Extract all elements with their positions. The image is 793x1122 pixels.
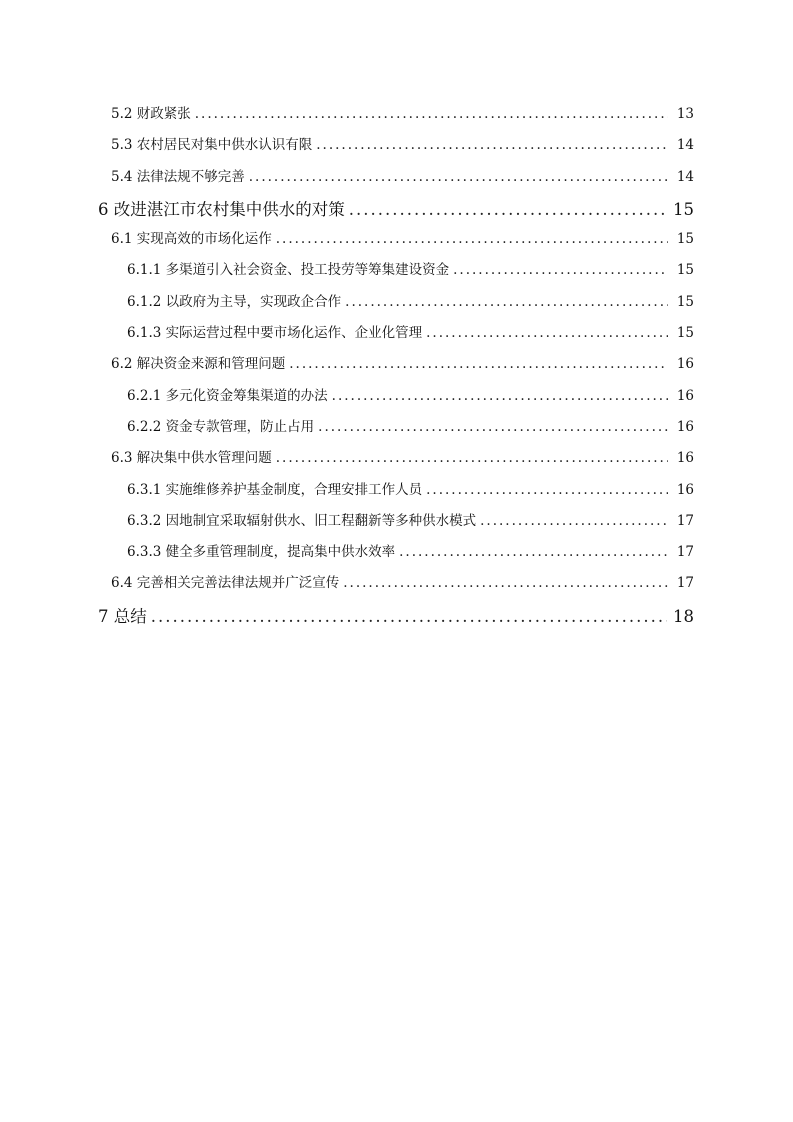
toc-leader-dots — [399, 544, 668, 560]
toc-leader-dots — [289, 356, 668, 372]
toc-entry[interactable] — [0, 227, 793, 258]
toc-page-number: 16 — [676, 450, 694, 467]
toc-entry[interactable] — [0, 165, 793, 196]
toc-entry-title: 6.3 解决集中供水管理问题 — [111, 450, 272, 467]
toc-page-number: 16 — [676, 387, 694, 404]
toc-entry[interactable] — [0, 384, 793, 415]
toc-entry[interactable] — [0, 102, 793, 133]
toc-entry-title: 6.1.2 以政府为主导，实现政企合作 — [127, 293, 342, 310]
toc-entry[interactable] — [0, 258, 793, 289]
toc-page-number: 16 — [676, 356, 694, 373]
toc-page-number: 15 — [676, 293, 694, 310]
toc-entry[interactable] — [0, 478, 793, 509]
toc-leader-dots — [151, 607, 667, 626]
toc-entry[interactable] — [0, 540, 793, 571]
toc-entry-title: 6.2 解决资金来源和管理问题 — [111, 356, 286, 373]
toc-entry-title: 6.3.2 因地制宜采取辐射供水、旧工程翻新等多种供水模式 — [127, 512, 477, 529]
toc-leader-dots — [276, 231, 668, 247]
toc-entry-title: 6.2.1 多元化资金筹集渠道的办法 — [127, 387, 328, 404]
toc-page-number: 17 — [676, 575, 694, 592]
toc-entry[interactable] — [0, 290, 793, 321]
toc-leader-dots — [343, 575, 668, 591]
toc-leader-dots — [453, 262, 668, 278]
toc-leader-dots — [426, 482, 668, 498]
toc-page-number: 18 — [673, 606, 694, 626]
table-of-contents — [0, 102, 793, 634]
toc-page-number: 15 — [673, 199, 694, 219]
toc-entry[interactable] — [0, 352, 793, 383]
toc-entry-title: 6.1.3 实际运营过程中要市场化运作、企业化管理 — [127, 325, 423, 342]
toc-entry-title: 5.2 财政紧张 — [111, 106, 191, 122]
toc-page-number: 16 — [676, 418, 694, 435]
toc-entry-title: 5.3 农村居民对集中供水认识有限 — [111, 137, 313, 154]
toc-entry[interactable] — [0, 321, 793, 352]
toc-page-number: 17 — [676, 512, 694, 529]
toc-entry[interactable] — [0, 415, 793, 446]
toc-page-number: 15 — [676, 231, 694, 248]
toc-leader-dots — [480, 513, 668, 529]
toc-entry-title: 6 改进湛江市农村集中供水的对策 — [98, 199, 345, 219]
toc-entry-title: 6.3.1 实施维修养护基金制度，合理安排工作人员 — [127, 481, 423, 498]
toc-entry-title: 5.4 法律法规不够完善 — [111, 168, 245, 185]
toc-page-number: 14 — [676, 137, 694, 154]
toc-entry-title: 6.1 实现高效的市场化运作 — [111, 231, 272, 248]
toc-leader-dots — [426, 325, 668, 341]
toc-page-number: 13 — [676, 106, 694, 122]
toc-page-number: 14 — [676, 168, 694, 185]
toc-leader-dots — [316, 137, 668, 153]
toc-page-number: 17 — [676, 544, 694, 561]
toc-entry-title: 7 总结 — [98, 606, 147, 626]
toc-leader-dots — [249, 169, 668, 185]
toc-entry[interactable] — [0, 446, 793, 477]
toc-entry-title: 6.2.2 资金专款管理，防止占用 — [127, 418, 315, 435]
toc-entry[interactable] — [0, 571, 793, 602]
toc-page-number: 15 — [676, 325, 694, 342]
toc-entry-title: 6.4 完善相关完善法律法规并广泛宣传 — [111, 575, 340, 592]
toc-entry[interactable] — [0, 603, 793, 634]
toc-entry[interactable] — [0, 133, 793, 164]
toc-entry-title: 6.3.3 健全多重管理制度，提高集中供水效率 — [127, 544, 396, 561]
toc-entry[interactable] — [0, 509, 793, 540]
toc-leader-dots — [349, 200, 667, 219]
toc-leader-dots — [332, 388, 668, 404]
toc-page-number: 15 — [676, 262, 694, 279]
toc-leader-dots — [195, 106, 668, 122]
toc-page-number: 16 — [676, 481, 694, 498]
toc-leader-dots — [276, 450, 668, 466]
toc-entry-title: 6.1.1 多渠道引入社会资金、投工投劳等筹集建设资金 — [127, 262, 450, 279]
toc-leader-dots — [345, 294, 668, 310]
toc-leader-dots — [318, 419, 668, 435]
toc-entry[interactable] — [0, 196, 793, 227]
